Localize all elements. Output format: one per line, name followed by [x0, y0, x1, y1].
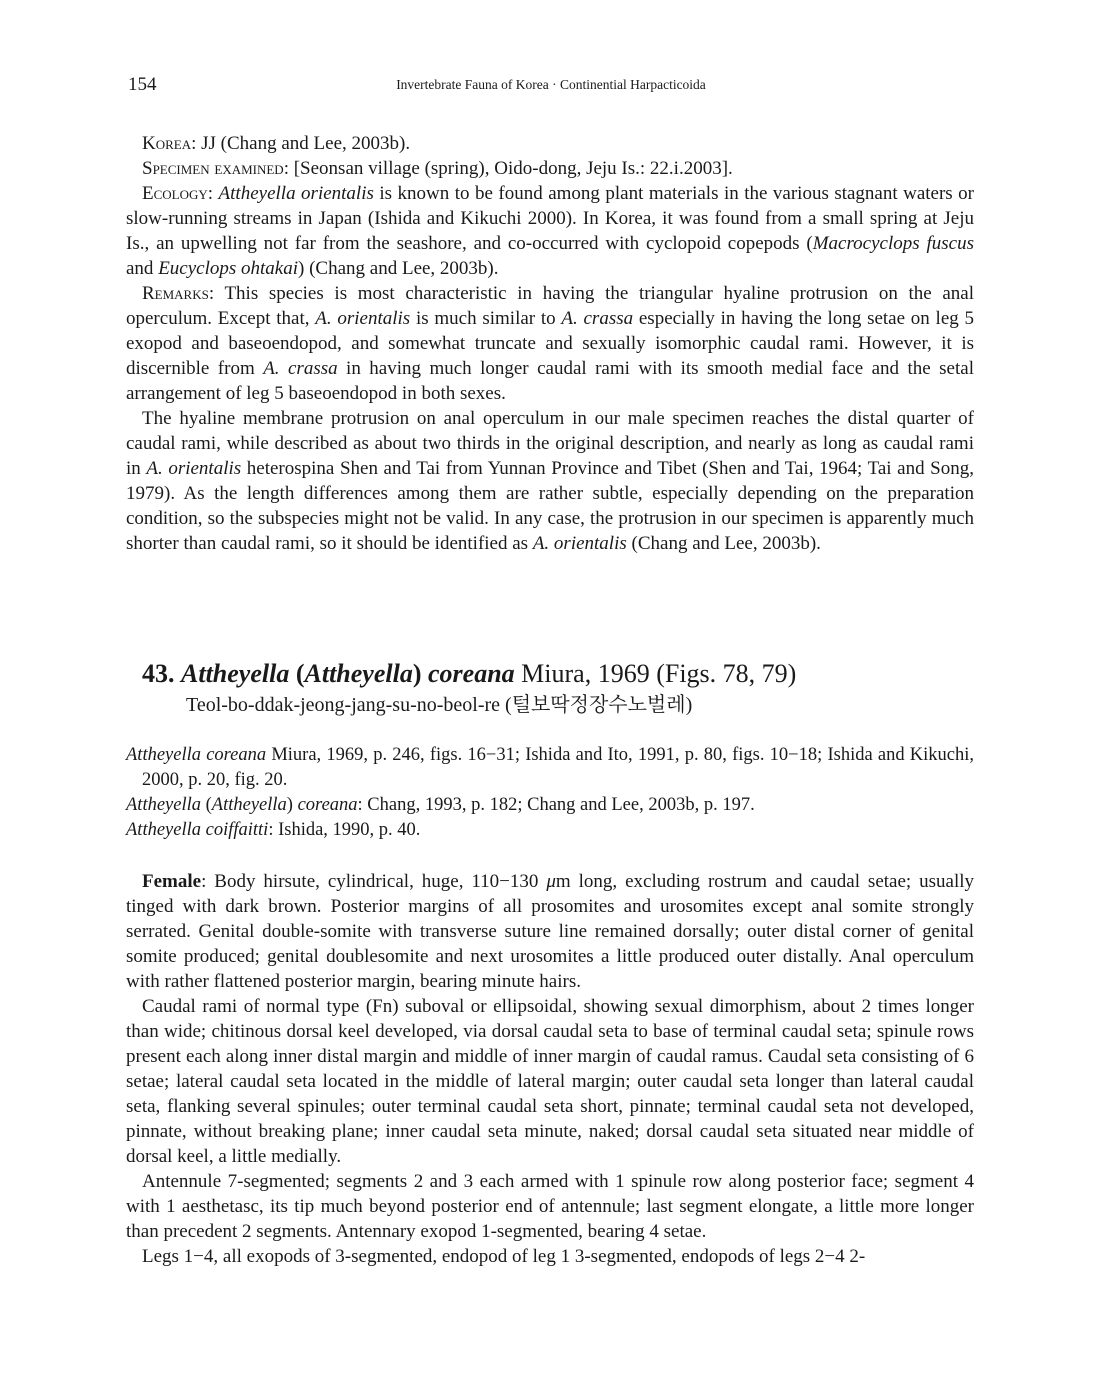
ecology-label: Ecology	[142, 183, 208, 204]
synonym-paren: (	[201, 795, 212, 815]
running-title: Invertebrate Fauna of Korea · Continential Harpacticoida	[396, 77, 706, 92]
specimen-paragraph	[126, 156, 974, 181]
species-name: A. orientalis	[315, 308, 411, 329]
species-name: A. orientalis	[146, 458, 242, 479]
antennule-paragraph: Antennule 7-segmented; segments 2 and 3 each armed with 1 spinule row along posterior face; segment 4 with 1 aesthetasc, its tip much beyond posterior end of antennule; last segment elongate, a little more longer than precedent 2 segments. Antennary exopod 1-segmented, bearing 4 setae.	[126, 1171, 974, 1242]
subgenus-name: Attheyella	[304, 659, 413, 688]
synonymy-entry	[126, 793, 974, 818]
species-name: Macrocyclops fuscus	[812, 233, 974, 254]
genus-name: Attheyella	[181, 659, 290, 688]
species-number: 43.	[142, 659, 175, 688]
female-label: Female	[142, 871, 202, 892]
page-number: 154	[128, 74, 157, 95]
synonym-name: Attheyella coreana	[126, 745, 267, 765]
caudal-rami-paragraph: Caudal rami of normal type (Fn) suboval or ellipsoidal, showing sexual dimorphism, about 2 times longer than wide; chitinous dorsal keel developed, via dorsal caudal seta to base of terminal caudal seta; spinule rows present each along inner distal margin and middle of inner margin of caudal ramus. Caudal seta consisting of 6 setae; lateral caudal seta located in the middle of lateral margin; outer caudal seta longer than lateral caudal seta, flanking several spinules; outer terminal caudal seta short, pinnate; terminal caudal seta not developed, pinnate, without breaking plane; inner caudal seta minute, naked; dorsal caudal seta situated near middle of dorsal keel, a little medially.	[126, 996, 974, 1167]
korea-paragraph	[126, 131, 974, 156]
remarks-text: : This species is most characteristic in having the triangular hyaline protrusion on the anal operculum. Except that,	[126, 283, 974, 329]
synonymy-list	[126, 743, 974, 843]
synonym-citation: : Chang, 1993, p. 182; Chang and Lee, 2003b, p. 197.	[357, 795, 755, 815]
remarks-paragraph	[126, 281, 974, 406]
species-name: Attheyella orientalis	[218, 183, 374, 204]
close-paren: )	[412, 659, 422, 688]
species-name: A. crassa	[561, 308, 634, 329]
open-paren: (	[289, 659, 305, 688]
remarks-text: heterospina Shen and Tai from Yunnan Province and Tibet (Shen and Tai, 1964; Tai and Song, 1979). As the length differences among them are rather subtle, especially depending on the preparation condition, so the subspecies might not be valid. In any case, the protrusion in our specimen is apparently much shorter than caudal rami, so it should be identified as	[126, 458, 974, 554]
korea-label: Korea	[142, 133, 192, 154]
species-name: A. orientalis	[532, 533, 627, 554]
ecology-paragraph	[126, 181, 974, 281]
remarks-text: is much similar to	[410, 308, 562, 329]
synonym-name: Attheyella	[126, 795, 201, 815]
remarks-text: (Chang and Lee, 2003b).	[626, 533, 821, 554]
ecology-text: ) (Chang and Lee, 2003b).	[298, 258, 499, 279]
running-header	[128, 72, 974, 102]
ecology-text: and	[126, 258, 159, 279]
species-42-notes	[126, 131, 974, 556]
species-name: Eucyclops ohtakai	[158, 258, 299, 279]
species-epithet: coreana	[428, 659, 515, 688]
specimen-label: Specimen examined	[142, 158, 284, 179]
synonym-paren: )	[286, 795, 298, 815]
synonym-citation: : Ishida, 1990, p. 40.	[268, 820, 421, 840]
specimen-text: : [Seonsan village (spring), Oido-dong, Jeju Is.: 22.i.2003].	[283, 158, 733, 179]
female-paragraph	[126, 869, 974, 994]
remarks-text: in having much longer caudal rami with its smooth medial face and the setal arrangement of leg 5 baseoendopod in both sexes.	[126, 358, 974, 404]
ecology-text: :	[207, 183, 219, 204]
korean-common-name: Teol-bo-ddak-jeong-jang-su-no-beol-re (털보딱정장수노벌레)	[186, 694, 693, 716]
remarks-paragraph-2	[126, 406, 974, 556]
remarks-label: Remarks	[142, 283, 209, 304]
female-text: m long, excluding rostrum and caudal setae; usually tinged with dark brown. Posterior margins of all prosomites and urosomites except anal somite strongly serrated. Genital double-somite with transverse suture line remained dorsally; outer distal corner of genital somite produced; genital doublesomite and next urosomites a little produced outer distally. Anal operculum with rather flattened posterior margin, bearing minute hairs.	[126, 871, 975, 992]
synonym-subgenus: Attheyella	[211, 795, 287, 815]
ecology-text: is known to be found among plant materials in the various stagnant waters or slow-running streams in Japan (Ishida and Kikuchi 2000). In Korea, it was found from a small spring at Jeju Is., an upwelling not far from the seashore, and co-occurred with cyclopoid copepods (	[126, 183, 975, 254]
legs-paragraph: Legs 1−4, all exopods of 3-segmented, endopod of leg 1 3-segmented, endopods of legs 2−4 2-	[142, 1246, 866, 1267]
synonymy-entry	[126, 743, 974, 793]
species-authority: Miura, 1969 (Figs. 78, 79)	[514, 659, 797, 688]
remarks-text: especially in having the long setae on leg 5 exopod and baseoendopod, and somewhat truncate and sexually isomorphic caudal rami. However, it is discernible from	[126, 308, 974, 379]
synonym-name: Attheyella coiffaitti	[126, 820, 269, 840]
micro-symbol: μ	[546, 871, 556, 892]
female-text: : Body hirsute, cylindrical, huge, 110−130	[201, 871, 547, 892]
remarks-text: The hyaline membrane protrusion on anal operculum in our male specimen reaches the distal quarter of caudal rami, while described as about two thirds in the original description, and nearly as long as caudal rami in	[126, 408, 974, 479]
synonymy-entry	[126, 818, 974, 843]
female-description	[126, 869, 974, 1269]
synonym-epithet: coreana	[297, 795, 358, 815]
species-heading	[142, 657, 974, 691]
synonym-citation: Miura, 1969, p. 246, figs. 16−31; Ishida and Ito, 1991, p. 80, figs. 10−18; Ishida and Kikuchi, 2000, p. 20, fig. 20.	[142, 745, 974, 790]
species-name: A. crassa	[263, 358, 338, 379]
korea-text: : JJ (Chang and Lee, 2003b).	[191, 133, 411, 154]
